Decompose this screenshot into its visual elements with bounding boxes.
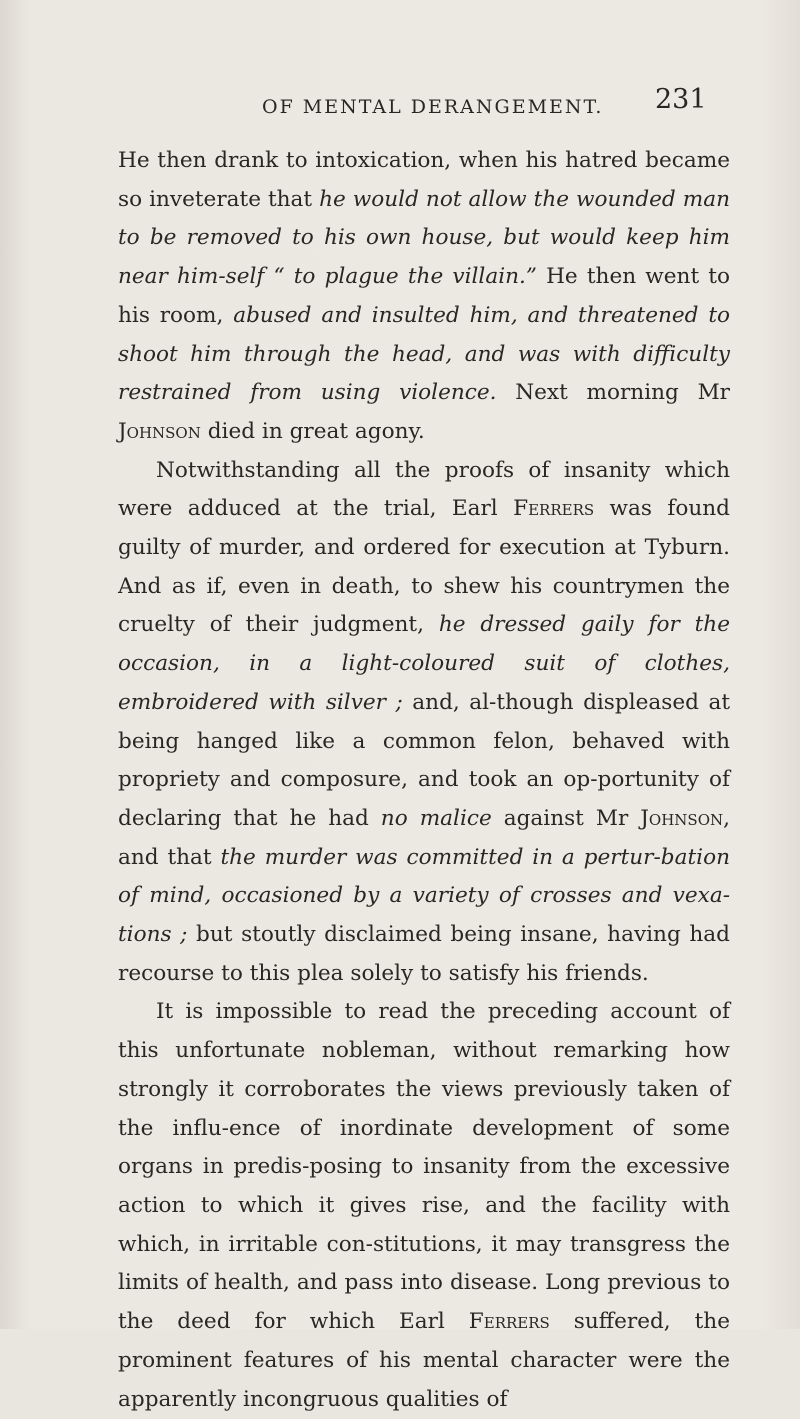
text-run: , and that [118, 805, 730, 870]
text-run: Notwithstanding all the proofs of insanity which were adduced at the trial, Earl [118, 457, 730, 522]
text-run: against Mr [491, 805, 641, 831]
proper-name: Johnson [640, 805, 724, 831]
text-run: but stoutly disclaimed being insane, having had recourse to this plea solely to satisfy his friends. [118, 922, 730, 986]
text-run: He then went to his room, [118, 264, 730, 328]
text-run: was found guilty of murder, and ordered for execution at Tyburn. And as if, even in death, to shew his countrymen the cruelty of their judgment, [118, 496, 730, 638]
proper-name: Ferrers [468, 1309, 550, 1335]
text-run: and, al-though displeased at being hanged like a common felon, behaved with propriety and composure, and took an op-portunity of declaring that he had [118, 689, 731, 831]
page-number: 231 [655, 84, 707, 115]
text-run: Next morning Mr [496, 380, 730, 406]
italic-text: no malice [380, 805, 492, 831]
italic-text: he dressed gaily for the occasion, in a light-coloured suit of clothes, embroidered with silver ; [118, 612, 730, 715]
text-run: died in great agony. [200, 418, 425, 444]
paragraph [118, 993, 730, 1419]
body-text [118, 142, 730, 1419]
running-title: OF MENTAL DERANGEMENT. [262, 96, 604, 118]
text-run: It is impossible to read the preceding account of this unfortunate nobleman, without remarking how strongly it corroborates the views previously taken of the influ-ence of inordinate development of some organs in predis-posing to insanity from the excessive action to which it gives rise, and the facility with which, in irritable con-stitutions, it may transgress the limits of health, and pass into disease. Long previous to the deed for which Earl [118, 999, 730, 1335]
paragraph [118, 452, 730, 994]
text-run: He then drank to intoxication, when his hatred became so inveterate that [118, 148, 730, 212]
proper-name: Ferrers [513, 496, 595, 522]
italic-text: the murder was committed in a pertur-bation of mind, occasioned by a variety of crosses and vexa-tions ; [118, 844, 730, 948]
text-run: suffered, the prominent features of his mental character were the apparently incongruous qualities of [118, 1309, 730, 1412]
paragraph [118, 142, 730, 452]
italic-text: he would not allow the wounded man to be removed to his own house, but would keep him near him-self “ to plague the villain.” [118, 186, 730, 290]
proper-name: Johnson [118, 418, 201, 444]
italic-text: abused and insulted him, and threatened to shoot him through the head, and was with difficulty restrained from using violence. [118, 302, 730, 406]
